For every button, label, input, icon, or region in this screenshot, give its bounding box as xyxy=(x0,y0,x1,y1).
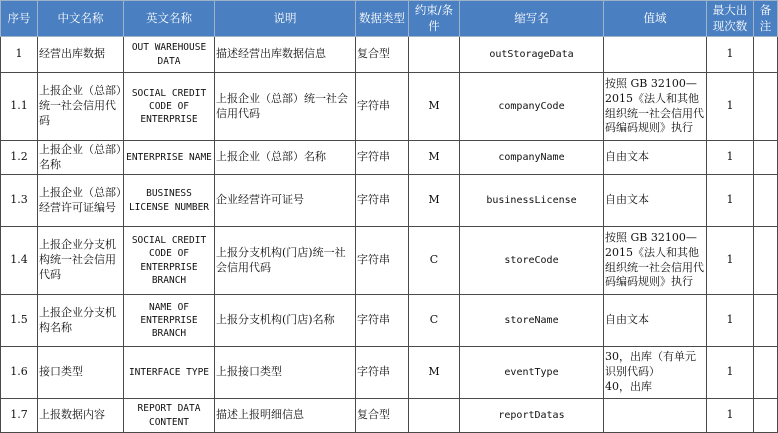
cell-value-domain: 自由文本 xyxy=(604,295,707,347)
cell-data-type: 字符串 xyxy=(356,141,409,175)
cell-max-count: 1 xyxy=(707,73,754,141)
cell-remark xyxy=(754,37,778,73)
cell-description: 描述上报明细信息 xyxy=(215,399,356,433)
cell-seq: 1.7 xyxy=(1,399,38,433)
cell-constraint: M xyxy=(409,347,460,399)
cell-description: 上报企业（总部）名称 xyxy=(215,141,356,175)
cell-en-name: NAME OF ENTERPRISE BRANCH xyxy=(124,295,215,347)
header-max-count: 最大出现次数 xyxy=(707,1,754,37)
header-row xyxy=(1,1,778,37)
cell-description: 描述经营出库数据信息 xyxy=(215,37,356,73)
cell-seq: 1.5 xyxy=(1,295,38,347)
cell-description: 上报企业（总部）统一社会信用代码 xyxy=(215,73,356,141)
cell-abbreviation: companyName xyxy=(460,141,604,175)
header-en-name: 英文名称 xyxy=(124,1,215,37)
cell-description: 上报接口类型 xyxy=(215,347,356,399)
cell-seq: 1.2 xyxy=(1,141,38,175)
cell-remark xyxy=(754,227,778,295)
cell-en-name: ENTERPRISE NAME xyxy=(124,141,215,175)
cell-constraint: M xyxy=(409,141,460,175)
header-description: 说明 xyxy=(215,1,356,37)
cell-max-count: 1 xyxy=(707,295,754,347)
cell-constraint: M xyxy=(409,175,460,227)
cell-seq: 1 xyxy=(1,37,38,73)
table-row xyxy=(1,175,778,227)
cell-data-type: 字符串 xyxy=(356,227,409,295)
cell-data-type: 字符串 xyxy=(356,73,409,141)
cell-abbreviation: eventType xyxy=(460,347,604,399)
cell-data-type: 字符串 xyxy=(356,295,409,347)
cell-max-count: 1 xyxy=(707,141,754,175)
cell-remark xyxy=(754,347,778,399)
cell-seq: 1.3 xyxy=(1,175,38,227)
cell-abbreviation: businessLicense xyxy=(460,175,604,227)
cell-value-domain: 按照 GB 32100—2015《法人和其他组织统一社会信用代码编码规则》执行 xyxy=(604,227,707,295)
header-cn-name: 中文名称 xyxy=(38,1,124,37)
cell-value-domain: 30，出库（有单元识别代码） 40，出库 xyxy=(604,347,707,399)
cell-abbreviation: storeCode xyxy=(460,227,604,295)
header-data-type: 数据类型 xyxy=(356,1,409,37)
cell-value-domain xyxy=(604,37,707,73)
cell-abbreviation: storeName xyxy=(460,295,604,347)
cell-description: 上报分支机构(门店)统一社会信用代码 xyxy=(215,227,356,295)
header-seq: 序号 xyxy=(1,1,38,37)
header-constraint: 约束/条件 xyxy=(409,1,460,37)
cell-abbreviation: outStorageData xyxy=(460,37,604,73)
header-abbreviation: 缩写名 xyxy=(460,1,604,37)
cell-data-type: 字符串 xyxy=(356,175,409,227)
table-row xyxy=(1,37,778,73)
cell-cn-name: 上报企业（总部）统一社会信用代码 xyxy=(38,73,124,141)
cell-max-count: 1 xyxy=(707,399,754,433)
cell-constraint: M xyxy=(409,73,460,141)
cell-remark xyxy=(754,399,778,433)
table-row xyxy=(1,399,778,433)
cell-en-name: SOCIAL CREDIT CODE OF ENTERPRISE xyxy=(124,73,215,141)
table-row xyxy=(1,73,778,141)
cell-remark xyxy=(754,141,778,175)
header-remark: 备注 xyxy=(754,1,778,37)
cell-description: 上报分支机构(门店)名称 xyxy=(215,295,356,347)
cell-value-domain xyxy=(604,399,707,433)
cell-value-domain: 按照 GB 32100—2015《法人和其他组织统一社会信用代码编码规则》执行 xyxy=(604,73,707,141)
cell-value-domain: 自由文本 xyxy=(604,141,707,175)
cell-data-type: 字符串 xyxy=(356,347,409,399)
cell-en-name: INTERFACE TYPE xyxy=(124,347,215,399)
cell-data-type: 复合型 xyxy=(356,399,409,433)
cell-abbreviation: companyCode xyxy=(460,73,604,141)
cell-seq: 1.6 xyxy=(1,347,38,399)
cell-en-name: REPORT DATA CONTENT xyxy=(124,399,215,433)
cell-constraint: C xyxy=(409,227,460,295)
cell-abbreviation: reportDatas xyxy=(460,399,604,433)
cell-en-name: OUT WAREHOUSE DATA xyxy=(124,37,215,73)
cell-en-name: SOCIAL CREDIT CODE OF ENTERPRISE BRANCH xyxy=(124,227,215,295)
cell-max-count: 1 xyxy=(707,37,754,73)
cell-cn-name: 上报企业（总部）名称 xyxy=(38,141,124,175)
cell-seq: 1.4 xyxy=(1,227,38,295)
cell-en-name: BUSINESS LICENSE NUMBER xyxy=(124,175,215,227)
table-row xyxy=(1,227,778,295)
table-row xyxy=(1,347,778,399)
cell-max-count: 1 xyxy=(707,347,754,399)
cell-cn-name: 经营出库数据 xyxy=(38,37,124,73)
cell-cn-name: 上报企业分支机构名称 xyxy=(38,295,124,347)
cell-cn-name: 上报数据内容 xyxy=(38,399,124,433)
cell-cn-name: 上报企业分支机构统一社会信用代码 xyxy=(38,227,124,295)
cell-max-count: 1 xyxy=(707,175,754,227)
cell-constraint xyxy=(409,37,460,73)
cell-cn-name: 上报企业（总部）经营许可证编号 xyxy=(38,175,124,227)
table-row xyxy=(1,141,778,175)
cell-seq: 1.1 xyxy=(1,73,38,141)
cell-max-count: 1 xyxy=(707,227,754,295)
header-value-domain: 值域 xyxy=(604,1,707,37)
cell-remark xyxy=(754,175,778,227)
cell-constraint: C xyxy=(409,295,460,347)
cell-cn-name: 接口类型 xyxy=(38,347,124,399)
cell-description: 企业经营许可证号 xyxy=(215,175,356,227)
cell-remark xyxy=(754,73,778,141)
table-row xyxy=(1,295,778,347)
cell-value-domain: 自由文本 xyxy=(604,175,707,227)
cell-data-type: 复合型 xyxy=(356,37,409,73)
cell-constraint xyxy=(409,399,460,433)
cell-remark xyxy=(754,295,778,347)
